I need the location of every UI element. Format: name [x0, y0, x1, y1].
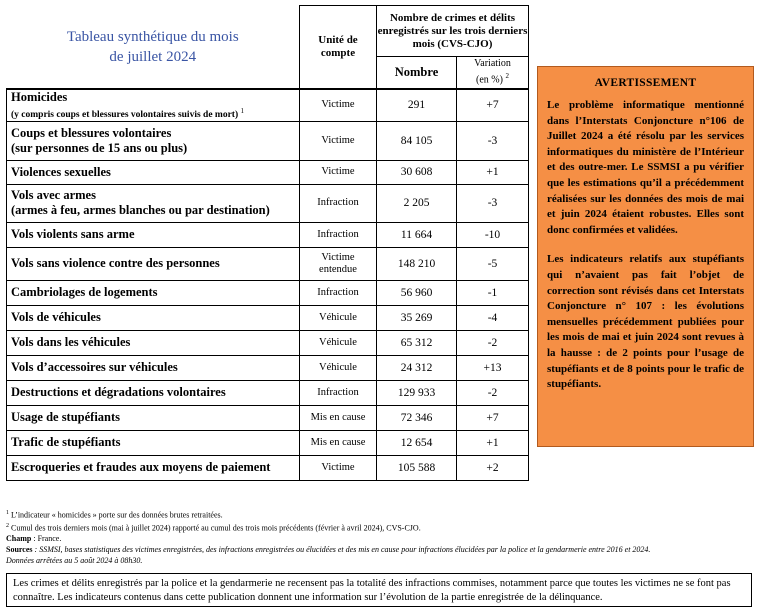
row-number: 65 312: [377, 330, 457, 355]
footnotes: [6, 508, 746, 566]
row-label: Cambriolages de logements: [7, 280, 300, 305]
table-title: Tableau synthétique du mois de juillet 2024: [7, 6, 300, 89]
warning-paragraph-2: Les indicateurs relatifs aux stupéfiants qui n’avaient pas fait l’objet de correction sont révisés dans cet Interstats Conjoncture n° 107 : les évolutions mensuelles précédemment publiées pour les mois de mai et juin 2024 sont revues à la hausse : de 2 points pour l’usage de stupéfiants et de 8 points pour le trafic de stupéfiants.: [547, 253, 744, 391]
sources-note: Sources : SSMSI, bases statistiques des victimes enregistrées, des infractions enregistrées ou élucidées et des mis en cause pour infractions élucidées par la police et la gendarmerie entre 2016 et 2024.: [6, 545, 651, 555]
table-row: [7, 121, 529, 160]
number-column-header: Nombre: [377, 57, 457, 89]
scope-note: Champ : France.: [6, 534, 62, 544]
row-number: 24 312: [377, 355, 457, 380]
row-unit: Mis en cause: [300, 430, 377, 455]
table-row: [7, 305, 529, 330]
row-variation: -4: [457, 305, 529, 330]
row-variation: +13: [457, 355, 529, 380]
row-unit: Infraction: [300, 280, 377, 305]
variation-column-header: Variation (en %) $^2$: [457, 57, 529, 89]
row-label: Trafic de stupéfiants: [7, 430, 300, 455]
row-variation: -2: [457, 330, 529, 355]
row-label: Vols de véhicules: [7, 305, 300, 330]
row-number: 84 105: [377, 121, 457, 160]
row-label: Vols d’accessoires sur véhicules: [7, 355, 300, 380]
row-unit: Victime entendue: [300, 247, 377, 280]
row-variation: -1: [457, 280, 529, 305]
row-number: 35 269: [377, 305, 457, 330]
disclaimer-box: Les crimes et délits enregistrés par la police et la gendarmerie ne recensent pas la totalité des infractions commises, notamment parce que toutes les victimes ne se font pas connaître. Les indicateurs contenus dans cette publication donnent une information sur l’évolution de la partie enregistrée de la délinquance.: [6, 573, 752, 607]
row-variation: -5: [457, 247, 529, 280]
row-variation: +7: [457, 89, 529, 122]
table-row: [7, 430, 529, 455]
row-label: Vols avec armes (armes à feu, armes blanches ou par destination): [7, 184, 300, 222]
summary-table: [6, 5, 529, 481]
row-variation: +1: [457, 430, 529, 455]
table-row: [7, 330, 529, 355]
table-body: [7, 89, 529, 481]
row-variation: +2: [457, 455, 529, 480]
row-label: Vols sans violence contre des personnes: [7, 247, 300, 280]
row-variation: -2: [457, 380, 529, 405]
row-label: Escroqueries et fraudes aux moyens de paiement: [7, 455, 300, 480]
row-number: 56 960: [377, 280, 457, 305]
row-number: 12 654: [377, 430, 457, 455]
table-row: [7, 280, 529, 305]
footnote-2: $^2$ Cumul des trois derniers mois (mai à juillet 2024) rapporté au cumul des trois mois précédents (février à avril 2024), CVS-CJO.: [6, 522, 421, 533]
row-number: 129 933: [377, 380, 457, 405]
table-row: [7, 184, 529, 222]
row-unit: Infraction: [300, 222, 377, 247]
row-label: Coups et blessures volontaires (sur personnes de 15 ans ou plus): [7, 121, 300, 160]
table-row: [7, 455, 529, 480]
row-unit: Mis en cause: [300, 405, 377, 430]
row-label: Vols dans les véhicules: [7, 330, 300, 355]
table-row: [7, 222, 529, 247]
row-number: 72 346: [377, 405, 457, 430]
unit-column-header: Unité de compte: [300, 6, 377, 89]
row-unit: Véhicule: [300, 355, 377, 380]
row-unit: Victime: [300, 160, 377, 184]
row-variation: +1: [457, 160, 529, 184]
row-unit: Infraction: [300, 380, 377, 405]
warning-box: [537, 66, 754, 447]
row-number: 291: [377, 89, 457, 122]
row-number: 11 664: [377, 222, 457, 247]
row-number: 30 608: [377, 160, 457, 184]
table-row: [7, 355, 529, 380]
count-group-header: Nombre de crimes et délits enregistrés sur les trois derniers mois (CVS-CJO): [377, 6, 529, 57]
row-unit: Véhicule: [300, 305, 377, 330]
row-number: 105 588: [377, 455, 457, 480]
row-number: 148 210: [377, 247, 457, 280]
row-unit: Victime: [300, 455, 377, 480]
row-unit: Véhicule: [300, 330, 377, 355]
row-label: Violences sexuelles: [7, 160, 300, 184]
row-variation: -10: [457, 222, 529, 247]
row-label: Destructions et dégradations volontaires: [7, 380, 300, 405]
row-number: 2 205: [377, 184, 457, 222]
table-row: [7, 160, 529, 184]
row-label: Usage de stupéfiants: [7, 405, 300, 430]
row-unit: Infraction: [300, 184, 377, 222]
warning-title: AVERTISSEMENT: [594, 77, 697, 89]
row-variation: -3: [457, 121, 529, 160]
table-row: [7, 247, 529, 280]
row-label: Vols violents sans arme: [7, 222, 300, 247]
row-variation: -3: [457, 184, 529, 222]
warning-paragraph-1: Le problème informatique mentionné dans l’Interstats Conjoncture n°106 de Juillet 2024 a été résolu par les services informatiques du ministère de l’Intérieur et des outre-mer. Le SSMSI a pu vérifier que les estimations qu’il a précédemment réalisées sur les données des mois de mai et juin 2024 étaient robustes. Elles sont donc confirmées et validées.: [547, 99, 744, 236]
table-row: [7, 405, 529, 430]
row-label: Homicides (y compris coups et blessures volontaires suivis de mort) $^1$: [7, 89, 300, 122]
row-unit: Victime: [300, 89, 377, 122]
footnote-1: $^1$ L’indicateur « homicides » porte sur des données brutes retraitées.: [6, 510, 223, 520]
table-row: [7, 89, 529, 122]
row-unit: Victime: [300, 121, 377, 160]
row-variation: +7: [457, 405, 529, 430]
data-date-note: Données arrêtées au 5 août 2024 à 08h30.: [6, 556, 143, 566]
table-row: [7, 380, 529, 405]
